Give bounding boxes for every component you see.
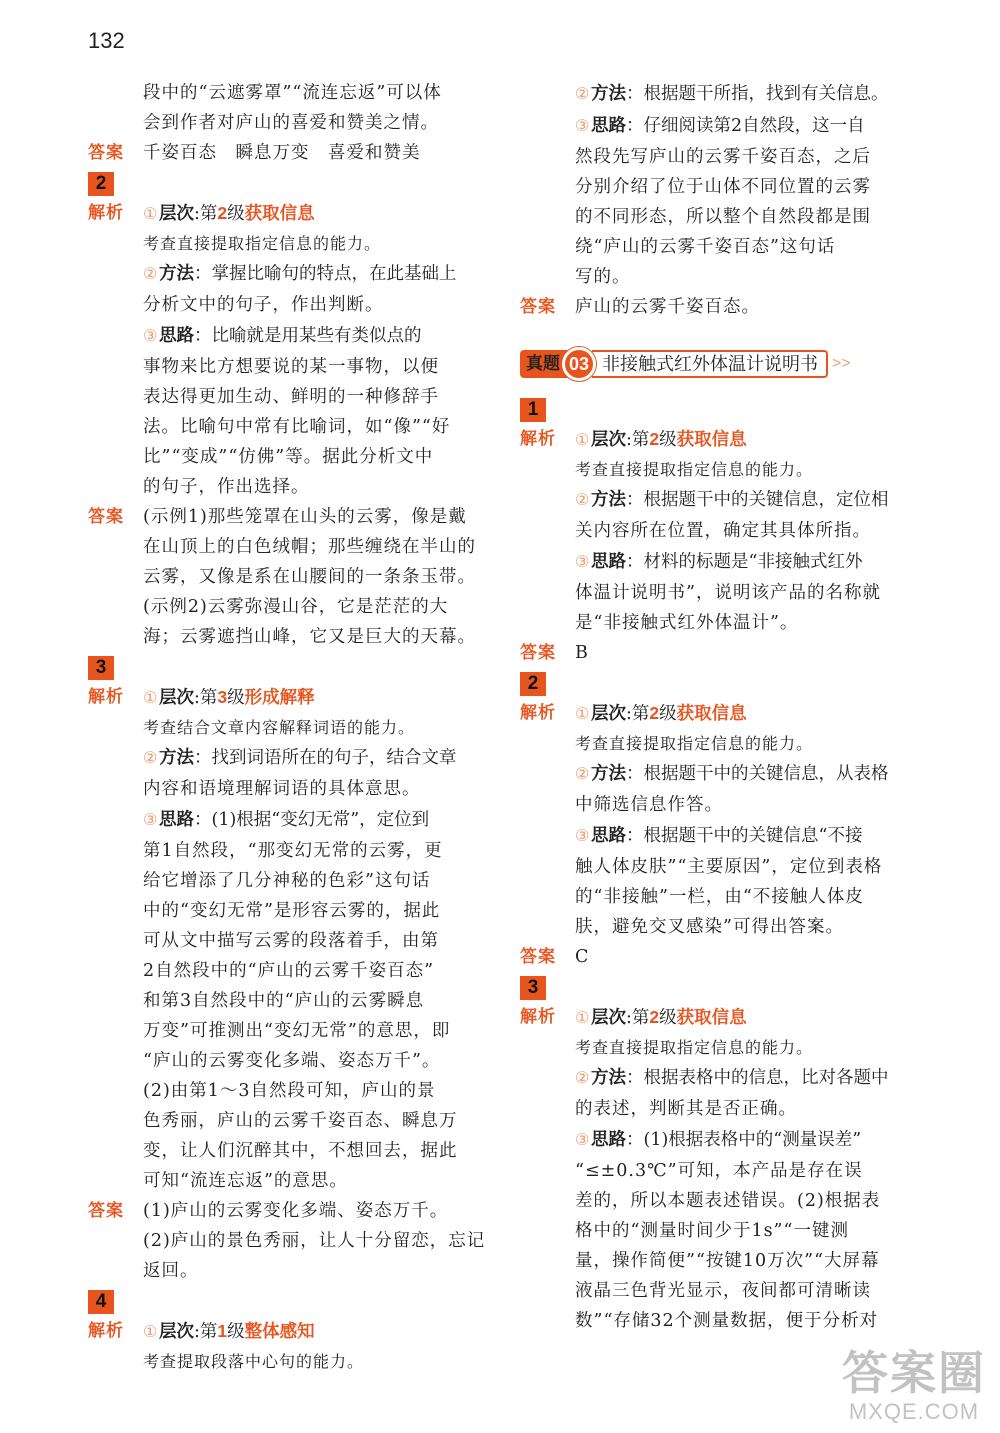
idea-line: ③思路：材料的标题是“非接触式红外: [575, 546, 920, 578]
intro-block: [88, 78, 488, 138]
idea-line: ③思路：根据题干中的关键信息“不接: [575, 820, 920, 852]
text-line: 2自然段中的“庐山的云雾千姿百态”: [143, 961, 435, 981]
text-line: 比”“变成”“仿佛”等。据此分析文中: [143, 447, 434, 467]
step-one-icon: ①: [143, 690, 158, 707]
analysis-block-r3: [520, 1002, 920, 1336]
answer-label: 答案: [88, 507, 124, 526]
text-line: 表达得更加生动、鲜明的一种修辞手: [143, 387, 439, 407]
answer-label: 答案: [520, 297, 556, 316]
text-line: (示例2)云雾弥漫山谷，它是茫茫的大: [143, 597, 449, 617]
step-three-icon: ③: [143, 328, 158, 345]
analysis-continued-block: [520, 78, 920, 292]
text-line: 可从文中描写云雾的段落着手，由第: [143, 931, 439, 951]
analysis-label: 解析: [520, 1007, 556, 1026]
answer-block-q1: [88, 138, 488, 168]
question-number: 2: [520, 672, 546, 696]
double-chevron-icon: >>: [832, 355, 851, 372]
answer-label: 答案: [88, 1201, 124, 1220]
text-line: (示例1)那些笼罩在山头的云雾，像是戴: [143, 507, 467, 527]
analysis-block-r1: [520, 424, 920, 638]
page-number: 132: [88, 28, 125, 53]
text-line: “庐山的云雾变化多端、姿态万千”。: [143, 1051, 441, 1071]
idea-line: ③思路：(1)根据表格中的“测量误差”: [575, 1124, 920, 1156]
step-two-icon: ②: [575, 86, 590, 103]
answer-text: B: [575, 643, 589, 663]
level-line: ①层次:第2级获取信息: [143, 198, 488, 230]
text-line: 的表述，判断其是否正确。: [575, 1099, 797, 1119]
idea-line: ③思路：比喻就是用某些有类似点的: [143, 320, 488, 352]
watermark: [842, 1337, 986, 1425]
text-line: 关内容所在位置，确定其具体所指。: [575, 521, 871, 541]
step-three-icon: ③: [575, 118, 590, 135]
step-one-icon: ①: [143, 1324, 158, 1341]
method-line: ②方法：找到词语所在的句子，结合文章: [143, 742, 488, 774]
text-line: 的不同形态，所以整个自然段都是围: [575, 207, 871, 227]
level-line: ①层次:第2级获取信息: [575, 424, 920, 456]
ability-text: 考查提取段落中心句的能力。: [143, 1352, 365, 1371]
step-two-icon: ②: [575, 492, 590, 509]
text-line: (1)庐山的云雾变化多端、姿态万千。: [143, 1201, 449, 1221]
text-line: 变，让人们沉醉其中，不想回去，据此: [143, 1141, 458, 1161]
answer-text: 千姿百态 瞬息万变 喜爱和赞美: [143, 143, 421, 163]
step-two-icon: ②: [575, 766, 590, 783]
text-line: “≤±0.3℃”可知，本产品是存在误: [575, 1161, 863, 1181]
answer-text: 庐山的云雾千姿百态。: [575, 297, 760, 317]
method-line: ②方法：根据表格中的信息，比对各题中: [575, 1062, 920, 1094]
step-one-icon: ①: [575, 706, 590, 723]
text-line: 中的“变幻无常”是形容云雾的，据此: [143, 901, 441, 921]
text-line: 第1自然段，“那变幻无常的云雾，更: [143, 841, 443, 861]
text-line: 法。比喻句中常有比喻词，如“像”“好: [143, 417, 451, 437]
step-three-icon: ③: [575, 828, 590, 845]
analysis-label: 解析: [520, 703, 556, 722]
analysis-label: 解析: [88, 687, 124, 706]
text-line: 中筛选信息作答。: [575, 795, 723, 815]
text-line: 色秀丽，庐山的云雾千姿百态、瞬息万: [143, 1111, 458, 1131]
section-banner: [520, 346, 920, 382]
level-line: ①层次:第3级形成解释: [143, 682, 488, 714]
text-line: (2)庐山的景色秀丽，让人十分留恋，忘记: [143, 1231, 486, 1251]
answer-label: 答案: [88, 143, 124, 162]
idea-line: ③思路：仔细阅读第2自然段，这一自: [575, 110, 920, 142]
text-line: 事物来比方想要说的某一事物，以便: [143, 357, 439, 377]
step-three-icon: ③: [143, 812, 158, 829]
text-line: 肤，避免交叉感染”可得出答案。: [575, 917, 844, 937]
question-number: 4: [88, 1290, 114, 1314]
text-line: 给它增添了几分神秘的色彩”这句话: [143, 871, 431, 891]
text-line: 数”“存储32个测量数据，便于分析对: [575, 1311, 879, 1331]
answer-block-q2: [88, 502, 488, 652]
text-line: 绕“庐山的云雾千姿百态”这句话: [575, 237, 836, 257]
analysis-label: 解析: [88, 203, 124, 222]
answer-block-r2: [520, 942, 920, 972]
ability-text: 考查直接提取指定信息的能力。: [575, 1038, 814, 1057]
step-one-icon: ①: [143, 206, 158, 223]
analysis-label: 解析: [88, 1321, 124, 1340]
level-line: ①层次:第1级整体感知: [143, 1316, 488, 1348]
watermark-logo: 答案圈: [842, 1347, 986, 1399]
text-line: 触人体皮肤”“主要原因”，定位到表格: [575, 857, 883, 877]
step-one-icon: ①: [575, 432, 590, 449]
text-line: 差的，所以本题表述错误。(2)根据表: [575, 1191, 881, 1211]
text-line: 可知“流连忘返”的意思。: [143, 1171, 348, 1191]
text-line: 内容和语境理解词语的具体意思。: [143, 779, 421, 799]
answer-label: 答案: [520, 947, 556, 966]
text-line: 和第3自然段中的“庐山的云雾瞬息: [143, 991, 425, 1011]
analysis-label: 解析: [520, 429, 556, 448]
text-line: 的“非接触”一栏，由“不接触人体皮: [575, 887, 864, 907]
method-line: ②方法：根据题干所指，找到有关信息。: [575, 78, 920, 110]
method-line: ②方法：掌握比喻句的特点，在此基础上: [143, 258, 488, 290]
answer-block-r1: [520, 638, 920, 668]
text-line: 万变”可推测出“变幻无常”的意思，即: [143, 1021, 451, 1041]
step-two-icon: ②: [575, 1070, 590, 1087]
text-line: 的句子，作出选择。: [143, 477, 310, 497]
ability-text: 考查直接提取指定信息的能力。: [575, 734, 814, 753]
ability-text: 考查直接提取指定信息的能力。: [575, 460, 814, 479]
question-number: 3: [88, 656, 114, 680]
question-number: 3: [520, 976, 546, 1000]
text-line: 海；云雾遮挡山峰，它又是巨大的天幕。: [143, 627, 476, 647]
method-line: ②方法：根据题干中的关键信息，从表格: [575, 758, 920, 790]
answer-block-prev: [520, 292, 920, 322]
text-line: 液晶三色背光显示，夜间都可清晰读: [575, 1281, 871, 1301]
text-line: (2)由第1～3自然段可知，庐山的景: [143, 1081, 436, 1101]
ability-text: 考查直接提取指定信息的能力。: [143, 234, 382, 253]
method-line: ②方法：根据题干中的关键信息，定位相: [575, 484, 920, 516]
text-line: 段中的“云遮雾罩”“流连忘返”可以体: [143, 83, 442, 103]
text-line: 会到作者对庐山的喜爱和赞美之情。: [143, 113, 439, 133]
answer-label: 答案: [520, 643, 556, 662]
left-column: [88, 78, 488, 1376]
text-line: 量，操作简便”“按键10万次”“大屏幕: [575, 1251, 880, 1271]
banner-title: 非接触式红外体温计说明书: [592, 350, 828, 378]
text-line: 返回。: [143, 1261, 199, 1281]
text-line: 然段先写庐山的云雾千姿百态，之后: [575, 147, 871, 167]
text-line: 写的。: [575, 267, 631, 287]
answer-block-q3: [88, 1196, 488, 1286]
step-one-icon: ①: [575, 1010, 590, 1027]
banner-tag: 真题: [520, 350, 568, 378]
ability-text: 考查结合文章内容解释词语的能力。: [143, 718, 416, 737]
answer-text: C: [575, 947, 590, 967]
text-line: 格中的“测量时间少于1s”“一键测: [575, 1221, 849, 1241]
step-two-icon: ②: [143, 266, 158, 283]
text-line: 是“非接触式红外体温计”。: [575, 613, 799, 633]
banner-number: 03: [562, 347, 596, 381]
question-number: 1: [520, 398, 546, 422]
idea-line: ③思路：(1)根据“变幻无常”，定位到: [143, 804, 488, 836]
watermark-url: MXQE.COM: [848, 1399, 980, 1424]
analysis-block-q3: [88, 682, 488, 1196]
text-line: 分析文中的句子，作出判断。: [143, 295, 384, 315]
analysis-block-r2: [520, 698, 920, 942]
level-line: ①层次:第2级获取信息: [575, 1002, 920, 1034]
analysis-block-q2: [88, 198, 488, 502]
text-line: 云雾，又像是系在山腰间的一条条玉带。: [143, 567, 476, 587]
text-line: 在山顶上的白色绒帽；那些缠绕在半山的: [143, 537, 476, 557]
text-line: 分别介绍了位于山体不同位置的云雾: [575, 177, 871, 197]
right-column: [520, 78, 920, 1336]
analysis-block-q4: [88, 1316, 488, 1376]
question-number: 2: [88, 172, 114, 196]
level-line: ①层次:第2级获取信息: [575, 698, 920, 730]
text-line: 体温计说明书”，说明该产品的名称就: [575, 583, 881, 603]
step-three-icon: ③: [575, 1132, 590, 1149]
step-two-icon: ②: [143, 750, 158, 767]
step-three-icon: ③: [575, 554, 590, 571]
